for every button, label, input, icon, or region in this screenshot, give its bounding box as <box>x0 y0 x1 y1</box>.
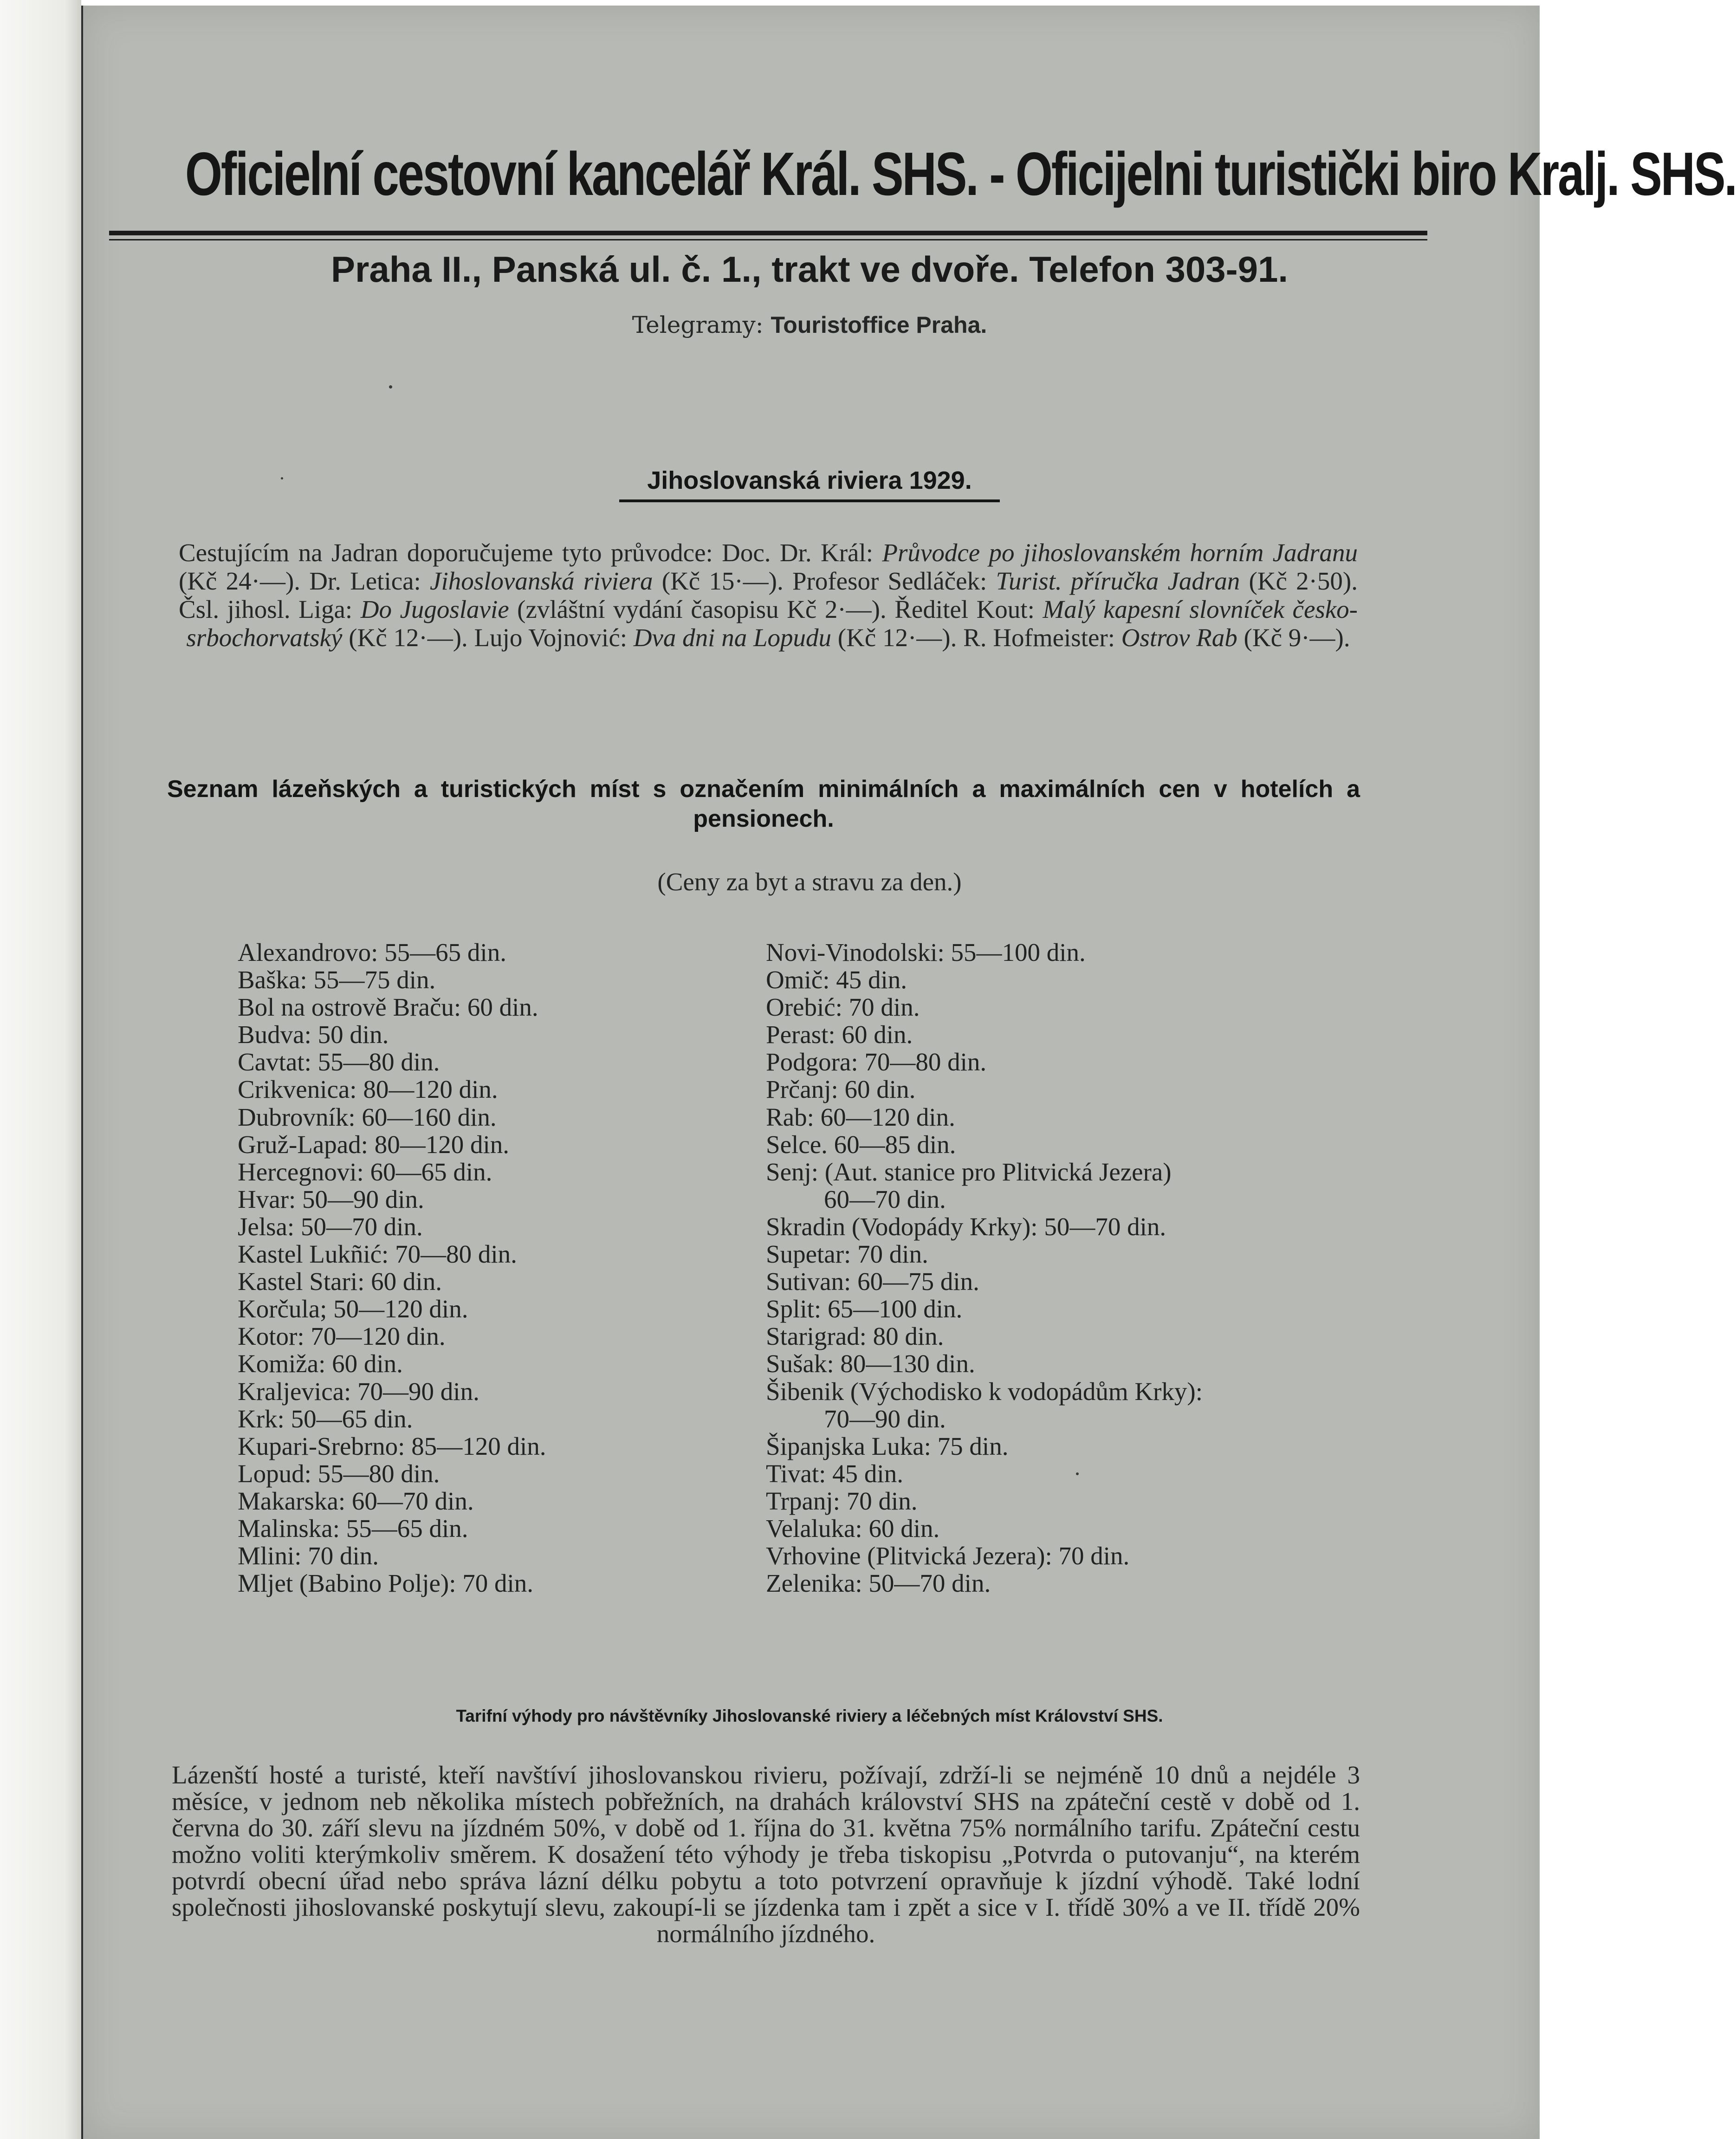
price-list-right-column <box>766 939 1351 1597</box>
price-list-item: Prčanj: 60 din. <box>766 1075 916 1104</box>
price-list-item: Vrhovine (Plitvická Jezera): 70 din. <box>766 1542 1130 1570</box>
price-list-item: Jelsa: 50—70 din. <box>238 1212 423 1241</box>
guide-text: (Kč 24·—). Dr. Letica: <box>179 567 430 595</box>
price-list-item-continuation: 70—90 din. <box>824 1404 946 1433</box>
tarif-paragraph: Lázenští hosté a turisté, kteří navštíví jihoslovanskou rivieru, požívají, zdrží-li se nejméně 10 dnů a nejdéle 3 měsíce, v jednom neb několika místech pobřežních, na drahách království SHS na zpáteční cestě v době od 1. června do 30. září slevu na jízdném 50%, v době od 1. října do 31. května 75% normálního tarifu. Zpáteční cestu možno voliti kterýmkoliv směrem. K dosažení této výhody je třeba tiskopisu „Potvrda o putovanju“, na kterém potvrdí obecní úřad nebo správa lázní délku pobytu a toto potvrzení opravňuje k jízdní výhodě. Také lodní společnosti jihoslovanské poskytují slevu, zakoupí-li se jízdenka tam i zpět a sice v I. třídě 30% a ve II. třídě 20% normálního jízdného. <box>172 1761 1360 1948</box>
price-list-item: Malinska: 55—65 din. <box>238 1514 468 1543</box>
price-list-item: Novi-Vinodolski: 55—100 din. <box>766 938 1086 966</box>
price-list-item: Gruž-Lapad: 80—120 din. <box>238 1130 509 1159</box>
guide-book-title: Turist. příručka Jadran <box>996 567 1240 595</box>
guide-book-title: Průvodce po jihoslovanském horním Jadranu <box>882 538 1358 567</box>
paper-speck <box>389 385 392 389</box>
price-list-item: Podgora: 70—80 din. <box>766 1048 987 1076</box>
price-list-item: Mlini: 70 din. <box>238 1542 379 1570</box>
price-list-item: Korčula; 50—120 din. <box>238 1295 468 1323</box>
price-list-item: Budva: 50 din. <box>238 1020 389 1049</box>
price-list-item: Crikvenica: 80—120 din. <box>238 1075 498 1104</box>
tarif-heading: Tarifní výhody pro návštěvníky Jihoslovanské riviery a léčebných míst Království SHS. <box>456 1706 1163 1725</box>
price-list-item: Starigrad: 80 din. <box>766 1322 944 1351</box>
guide-text: (Kč 2·50). Čsl. jihosl. Liga: <box>179 567 1358 623</box>
price-list-item: Hvar: 50—90 din. <box>238 1185 424 1213</box>
price-list-item: Kastel Stari: 60 din. <box>238 1267 442 1296</box>
price-list-item: Selce. 60—85 din. <box>766 1130 956 1159</box>
price-list-item: Sutivan: 60—75 din. <box>766 1267 979 1296</box>
price-list-item: Šipanjska Luka: 75 din. <box>766 1432 1009 1460</box>
guide-book-title: Malý kapesní slovníček česko-srbochorvatský <box>186 595 1358 652</box>
telegram-line <box>81 309 1538 341</box>
telegram-value: Touristoffice Praha. <box>771 312 987 338</box>
masthead-rule-thin <box>109 239 1427 240</box>
binding-spine <box>0 0 81 2139</box>
guides-paragraph <box>179 538 1358 652</box>
price-list-item-continuation: 60—70 din. <box>824 1185 946 1213</box>
price-list-item: Komiža: 60 din. <box>238 1349 403 1378</box>
price-list-item: Kraljevica: 70—90 din. <box>238 1377 479 1406</box>
price-list-item: Kupari-Srebrno: 85—120 din. <box>238 1432 546 1460</box>
price-list-item: Orebić: 70 din. <box>766 993 920 1022</box>
price-list-item: Mljet (Babino Polje): 70 din. <box>238 1569 534 1598</box>
guide-text: (zvláštní vydání časopisu Kč 2·—). Ředitel Kout: <box>509 595 1043 623</box>
price-list-item: Trpanj: 70 din. <box>766 1486 918 1515</box>
price-list-item: Lopud: 55—80 din. <box>238 1459 440 1488</box>
paper-speck <box>1076 1472 1079 1475</box>
price-list-item: Supetar: 70 din. <box>766 1240 928 1269</box>
guide-book-title: Ostrov Rab <box>1121 623 1237 652</box>
price-list-item: Sušak: 80—130 din. <box>766 1349 975 1378</box>
price-list-item: Alexandrovo: 55—65 din. <box>238 938 506 966</box>
guide-book-title: Dva dni na Lopudu <box>633 623 832 652</box>
guide-text: (Kč 12·—). Lujo Vojnović: <box>342 623 634 652</box>
telegram-label: Telegramy: <box>632 311 764 338</box>
price-list-item: Hercegnovi: 60—65 din. <box>238 1157 492 1186</box>
price-list-item: Dubrovník: 60—160 din. <box>238 1102 497 1131</box>
price-list-item: Velaluka: 60 din. <box>766 1514 940 1543</box>
guide-book-title: Do Jugoslavie <box>360 595 509 623</box>
price-list-item: Kastel Lukñić: 70—80 din. <box>238 1240 517 1269</box>
guide-text: (Kč 12·—). R. Hofmeister: <box>831 623 1121 652</box>
price-list-item: Makarska: 60—70 din. <box>238 1486 474 1515</box>
price-list-item: Split: 65—100 din. <box>766 1295 963 1323</box>
price-list-item: Rab: 60—120 din. <box>766 1102 955 1131</box>
price-list-item: Baška: 55—75 din. <box>238 966 436 994</box>
price-list-item: Tivat: 45 din. <box>766 1459 903 1488</box>
price-list-item: Šibenik (Východisko k vodopádům Krky): <box>766 1377 1203 1406</box>
address-line: Praha II., Panská ul. č. 1., trakt ve dvoře. Telefon 303-91. <box>330 249 1289 290</box>
price-list-item: Cavtat: 55—80 din. <box>238 1048 440 1076</box>
section-title-text: Jihoslovanská riviera 1929. <box>619 464 999 502</box>
price-list-item: Senj: (Aut. stanice pro Plitvická Jezera) <box>766 1157 1172 1186</box>
price-list-heading: Seznam lázeňských a turistických míst s označením minimálních a maximálních cen v hotelích a pensionech. <box>167 776 1360 832</box>
guide-text: (Kč 9·—). <box>1237 623 1350 652</box>
guide-text: (Kč 15·—). Profesor Sedláček: <box>653 567 996 595</box>
price-list-left-column <box>238 939 748 1597</box>
price-list-item: Omič: 45 din. <box>766 966 907 994</box>
masthead-rule-thick <box>109 231 1427 235</box>
paper-speck <box>281 477 283 480</box>
guide-text: Cestujícím na Jadran doporučujeme tyto průvodce: Doc. Dr. Král: <box>179 538 882 567</box>
guide-book-title: Jihoslovanská riviera <box>430 567 653 595</box>
section-title <box>81 464 1538 502</box>
price-list-subtitle: (Ceny za byt a stravu za den.) <box>657 868 962 896</box>
price-list-item: Perast: 60 din. <box>766 1020 913 1049</box>
price-list-item: Kotor: 70—120 din. <box>238 1322 446 1351</box>
masthead-title: Oficielní cestovní kancelář Král. SHS. - Oficijelni turistički biro Kralj. SHS. <box>185 140 1736 208</box>
price-list-item: Skradin (Vodopády Krky): 50—70 din. <box>766 1212 1166 1241</box>
price-list-item: Bol na ostrově Braču: 60 din. <box>238 993 538 1022</box>
price-list-item: Zelenika: 50—70 din. <box>766 1569 991 1598</box>
price-list-item: Krk: 50—65 din. <box>238 1404 413 1433</box>
